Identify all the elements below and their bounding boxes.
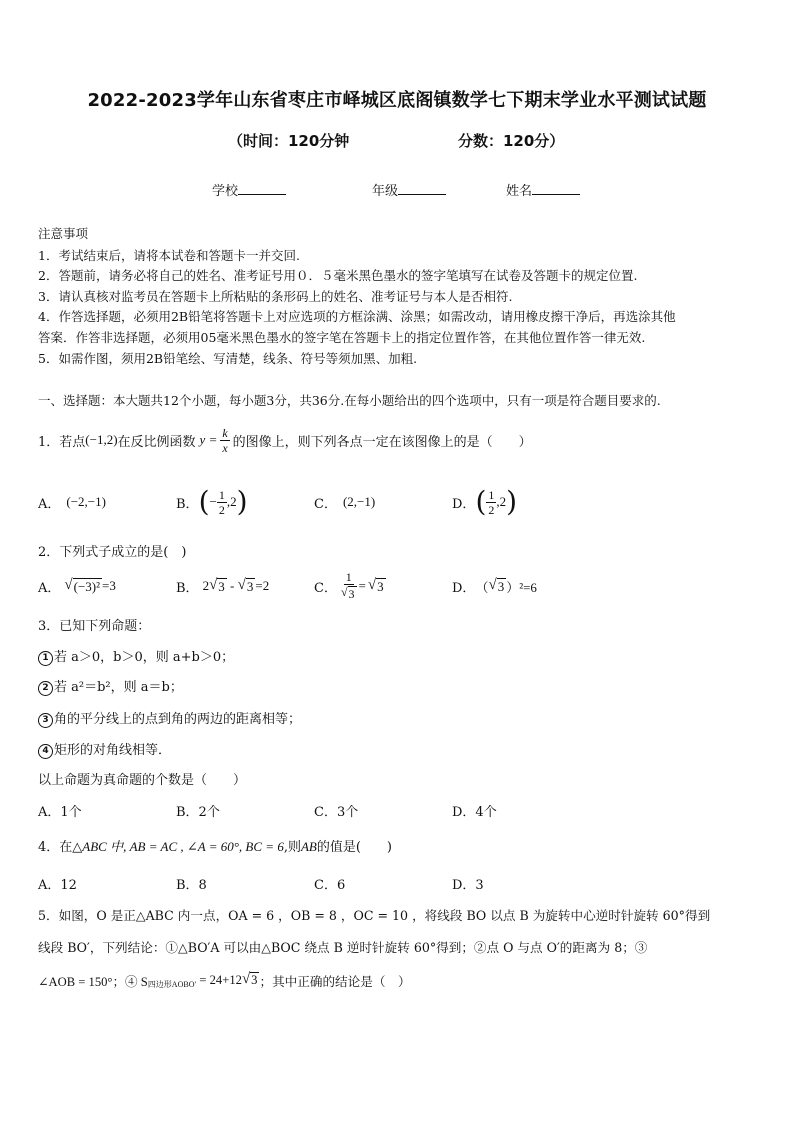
question-5-line: 5．如图，O 是正△ABC 内一点，OA = 6 ，OB = 8 ，OC = 10 ，将线段 BO 以点 B 为旋转中心逆时针旋转 60°得到: [38, 908, 711, 923]
option-c[interactable]: C． 1 √ 3 = √ 3: [314, 569, 384, 601]
option-d[interactable]: D．4个: [452, 805, 497, 820]
function-lhs: y =: [199, 432, 218, 447]
option-c[interactable]: C． (2,−1): [314, 494, 376, 512]
question-2-stem: 2．下列式子成立的是( ): [38, 545, 187, 560]
notice-item: 4．作答选择题，必须用2B铅笔将答题卡上对应选项的方框涂满、涂黑；如需改动，请用橡皮擦干净后，再选涂其他: [38, 309, 676, 324]
notice-item: 答案．作答非选择题，必须用05毫米黑色墨水的签字笔在答题卡上的指定位置作答，在其他位置作答一律无效.: [38, 330, 646, 345]
question-5-line: 线段 BO′，下列结论：①△BO′A 可以由△BOC 绕点 B 逆时针旋转 60°得到；②点 O 与点 O′的距离为 8；③: [38, 940, 648, 955]
option-a[interactable]: A． (−2,−1): [38, 494, 106, 512]
option-a[interactable]: A． √ (−3)² =3: [38, 576, 116, 596]
square-root: √ (−3)²: [64, 576, 101, 594]
point-coordinate: (−1,2): [85, 432, 118, 447]
exam-score: 分数：120分）: [458, 132, 565, 150]
square-root: √ 3: [237, 576, 254, 594]
option-d[interactable]: D．3: [452, 878, 484, 893]
section-heading: 一、选择题：本大题共12个小题，每小题3分，共36分.在每小题给出的四个选项中，只有一项是符合题目要求的.: [38, 393, 661, 408]
name-label: 姓名: [506, 184, 533, 199]
name-field[interactable]: [506, 180, 580, 199]
square-root: √ 3: [367, 576, 384, 594]
proposition-item: 1 若 a＞0，b＞0，则 a+b＞0；: [38, 646, 234, 666]
grade-blank[interactable]: [398, 182, 446, 195]
option-c[interactable]: C．6: [314, 878, 346, 893]
option-a[interactable]: A．1个: [38, 805, 82, 820]
square-root: √ 3: [340, 584, 355, 601]
square-root: √ 3: [209, 576, 225, 594]
option-b[interactable]: B． 2 √ 3 - √ 3 =2: [176, 576, 270, 596]
square-root: √ 3: [488, 576, 505, 594]
proposition-item: 4 矩形的对角线相等．: [38, 739, 171, 759]
fraction: $\frac{1}{2}$: [488, 487, 495, 517]
grade-field[interactable]: [372, 180, 446, 199]
question-3-prompt: 以上命题为真命题的个数是（ ）: [38, 773, 247, 788]
option-d[interactable]: D． （ √ 3 ）²=6: [452, 576, 537, 596]
school-blank[interactable]: [238, 182, 286, 195]
notice-item: 1．考试结束后，请将本试卷和答题卡一并交回.: [38, 248, 300, 263]
question-4-stem: 4．在△ABC 中, AB = AC , ∠A = 60°, BC = 6,则AB的值是( ): [38, 839, 393, 855]
proposition-item: 3 角的平分线上的点到角的两边的距离相等；: [38, 708, 301, 728]
notice-item: 5．如需作图，须用2B铅笔绘、写清楚，线条、符号等须加黑、加粗.: [38, 351, 418, 366]
question-1-stem: 1．若点 (−1,2) 在反比例函数 y = $\frac{k}{x}$ 的图像上，则下列各点一定在该图像上的是（ ）: [38, 425, 532, 455]
option-b[interactable]: B．8: [176, 878, 207, 893]
fraction: 1 √ 3: [340, 569, 355, 601]
option-b[interactable]: B．2个: [176, 805, 220, 820]
school-label: 学校: [212, 184, 239, 199]
page-title: 2022-2023学年山东省枣庄市峄城区底阁镇数学七下期末学业水平测试试题: [87, 90, 707, 111]
square-root: √ 3: [241, 971, 258, 988]
option-a[interactable]: A．12: [38, 878, 77, 893]
function-fraction: $\frac{k}{x}$: [222, 425, 228, 455]
notice-heading: 注意事项: [38, 226, 89, 241]
exam-time: （时间：120分钟: [228, 132, 350, 150]
option-b[interactable]: B． ( − $\frac{1}{2}$ ,2 ): [176, 485, 248, 518]
option-d[interactable]: D． ( $\frac{1}{2}$ ,2 ): [452, 485, 518, 518]
question-5-line: ∠AOB = 150°；④ S 四边形AOBO′ = 24+12 √ 3 ；其中正确的结论是（ ）: [38, 971, 411, 989]
name-blank[interactable]: [532, 182, 580, 195]
area-subscript: 四边形AOBO′: [147, 980, 197, 989]
notice-item: 2．答题前，请务必将自己的姓名、准考证号用０．５毫米黑色墨水的签字笔填写在试卷及答题卡的规定位置.: [38, 268, 638, 283]
fraction: $\frac{1}{2}$: [218, 487, 225, 517]
grade-label: 年级: [372, 184, 399, 199]
question-3-stem: 3．已知下列命题：: [38, 619, 151, 634]
proposition-item: 2 若 a²＝b²，则 a＝b；: [38, 676, 183, 696]
school-field[interactable]: [212, 180, 286, 199]
option-c[interactable]: C．3个: [314, 805, 359, 820]
notice-item: 3．请认真核对监考员在答题卡上所粘贴的条形码上的姓名、准考证号与本人是否相符.: [38, 289, 513, 304]
